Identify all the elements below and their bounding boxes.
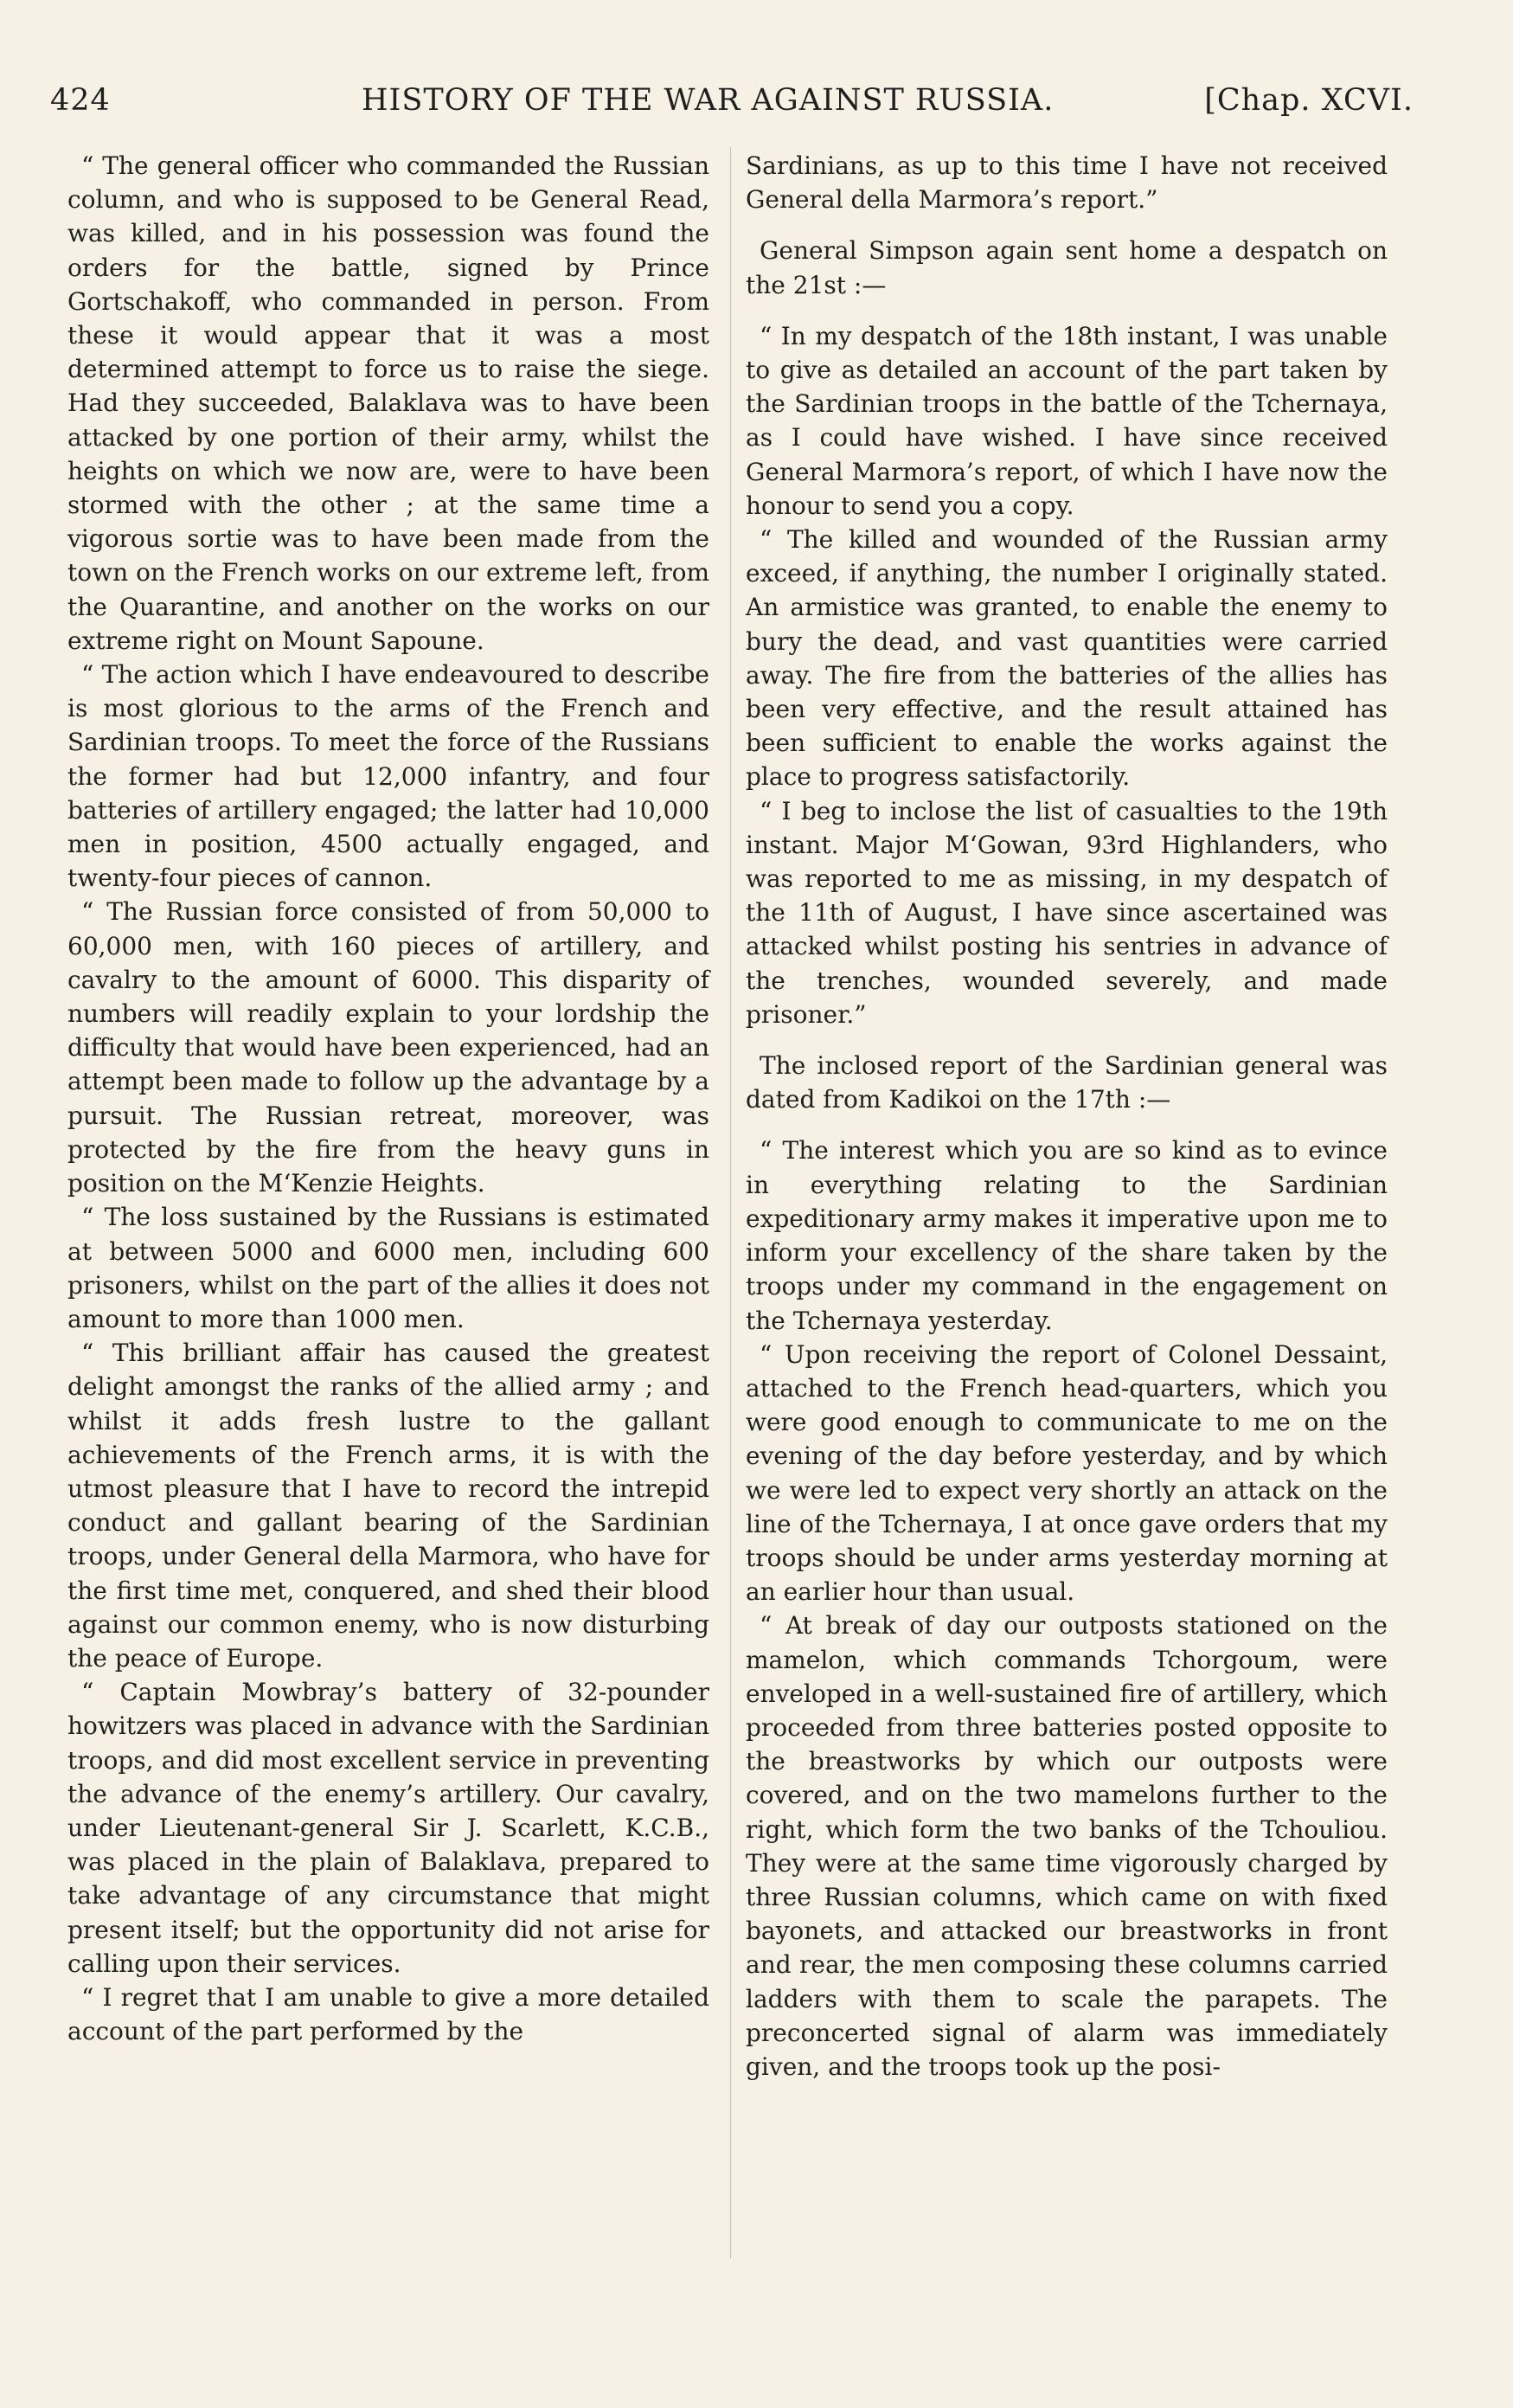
paragraph: “ The killed and wounded of the Russian army exceed, if anything, the number I originally stated. An armistice was granted, to enable the enemy to bury the dead, and vast quantities were carried away. The fire from the batteries of the allies has been very effective, and the result attained has been sufficient to enable the works against the place to progress satisfactorily. [746,525,1388,792]
paragraph: “ I regret that I am unable to give a more detailed account of the part performed by the [67,1982,709,2046]
paragraph: “ The loss sustained by the Russians is estimated at between 5000 and 6000 men, including 600 prisoners, whilst on the part of the allies it does not amount to more than 1000 men. [67,1203,709,1333]
paragraph: “ Upon receiving the report of Colonel Dessaint, attached to the French head-quarters, which you were good enough to communicate to me on the evening of the day before yesterday, and by which we were led to expect very shortly an attack on the line of the Tchernaya, I at once gave orders that my troops should be under arms yesterday morning at an earlier hour than usual. [746,1339,1388,1607]
chapter-label: [Chap. XCVI. [1204,83,1414,118]
left-column [67,149,709,2048]
paragraph: “ In my despatch of the 18th instant, I was unable to give as detailed an account of the part taken by the Sardinian troops in the battle of the Tchernaya, as I could have wished. I have since received General Marmora’s report, of which I have now the honour to send you a copy. [746,321,1388,520]
paragraph: “ The action which I have endeavoured to describe is most glorious to the arms of the French and Sardinian troops. To meet the force of the Russians the former had but 12,000 infantry, and four batteries of artillery engaged; the latter had 10,000 men in position, 4500 actually engaged, and twenty-four pieces of cannon. [67,660,709,893]
paragraph: “ This brilliant affair has caused the greatest delight amongst the ranks of the allied army ; and whilst it adds fresh lustre to the gallant achievements of the French arms, it is with the utmost pleasure that I have to record the intrepid conduct and gallant bearing of the Sardinian troops, under General della Marmora, who have for the first time met, conquered, and shed their blood against our common enemy, who is now disturbing the peace of Europe. [67,1339,709,1673]
paragraph: “ At break of day our outposts stationed on the mamelon, which commands Tchorgoum, were enveloped in a well-sustained fire of artillery, which proceeded from three batteries posted opposite to the breastworks by which our outposts were covered, and on the two mamelons further to the right, which form the two banks of the Tchouliou. They were at the same time vigorously charged by three Russian columns, which came on with fixed bayonets, and attacked our breastworks in front and rear, the men composing these columns carried ladders with them to scale the parapets. The preconcerted signal of alarm was immediately given, and the troops took up the posi- [746,1611,1388,2081]
paragraph: The inclosed report of the Sardinian general was dated from Kadikoi on the 17th :— [746,1051,1388,1114]
right-column [746,149,1388,2084]
column-divider [730,147,731,2258]
page-number: 424 [50,83,111,118]
paragraph: “ The general officer who commanded the Russian column, and who is supposed to be General Read, was killed, and in his possession was found the orders for the battle, signed by Prince Gortschakoff, who commanded in person. From these it would appear that it was a most determined attempt to force us to raise the siege. Had they succeeded, Balaklava was to have been attacked by one portion of their army, whilst the heights on which we now are, were to have been stormed with the other ; at the same time a vigorous sortie was to have been made from the town on the French works on our extreme left, from the Quarantine, and another on the works on our extreme right on Mount Sapoune. [67,151,709,655]
paragraph: Sardinians, as up to this time I have not received General della Marmora’s report.” [746,151,1388,215]
running-title: HISTORY OF THE WAR AGAINST RUSSIA. [362,83,1055,118]
running-header [50,83,1414,132]
paragraph: “ I beg to inclose the list of casualties to the 19th instant. Major M‘Gowan, 93rd Highlanders, who was reported to me as missing, in my despatch of the 11th of August, I have since ascertained was attacked whilst posting his sentries in advance of the trenches, wounded severely, and made prisoner.” [746,796,1388,1029]
paragraph: “ Captain Mowbray’s battery of 32-pounder howitzers was placed in advance with the Sardinian troops, and did most excellent service in preventing the advance of the enemy’s artillery. Our cavalry, under Lieutenant-general Sir J. Scarlett, K.C.B., was placed in the plain of Balaklava, prepared to take advantage of any circumstance that might present itself; but the opportunity did not arise for calling upon their services. [67,1678,709,1978]
paragraph: “ The interest which you are so kind as to evince in everything relating to the Sardinian expeditionary army makes it imperative upon me to inform your excellency of the share taken by the troops under my command in the engagement on the Tchernaya yesterday. [746,1136,1388,1335]
paragraph: General Simpson again sent home a despatch on the 21st :— [746,236,1388,299]
paragraph: “ The Russian force consisted of from 50,000 to 60,000 men, with 160 pieces of artillery, and cavalry to the amount of 6000. This disparity of numbers will readily explain to your lordship the difficulty that would have been experienced, had an attempt been made to follow up the advantage by a pursuit. The Russian retreat, moreover, was protected by the fire from the heavy guns in position on the M‘Kenzie Heights. [67,897,709,1198]
